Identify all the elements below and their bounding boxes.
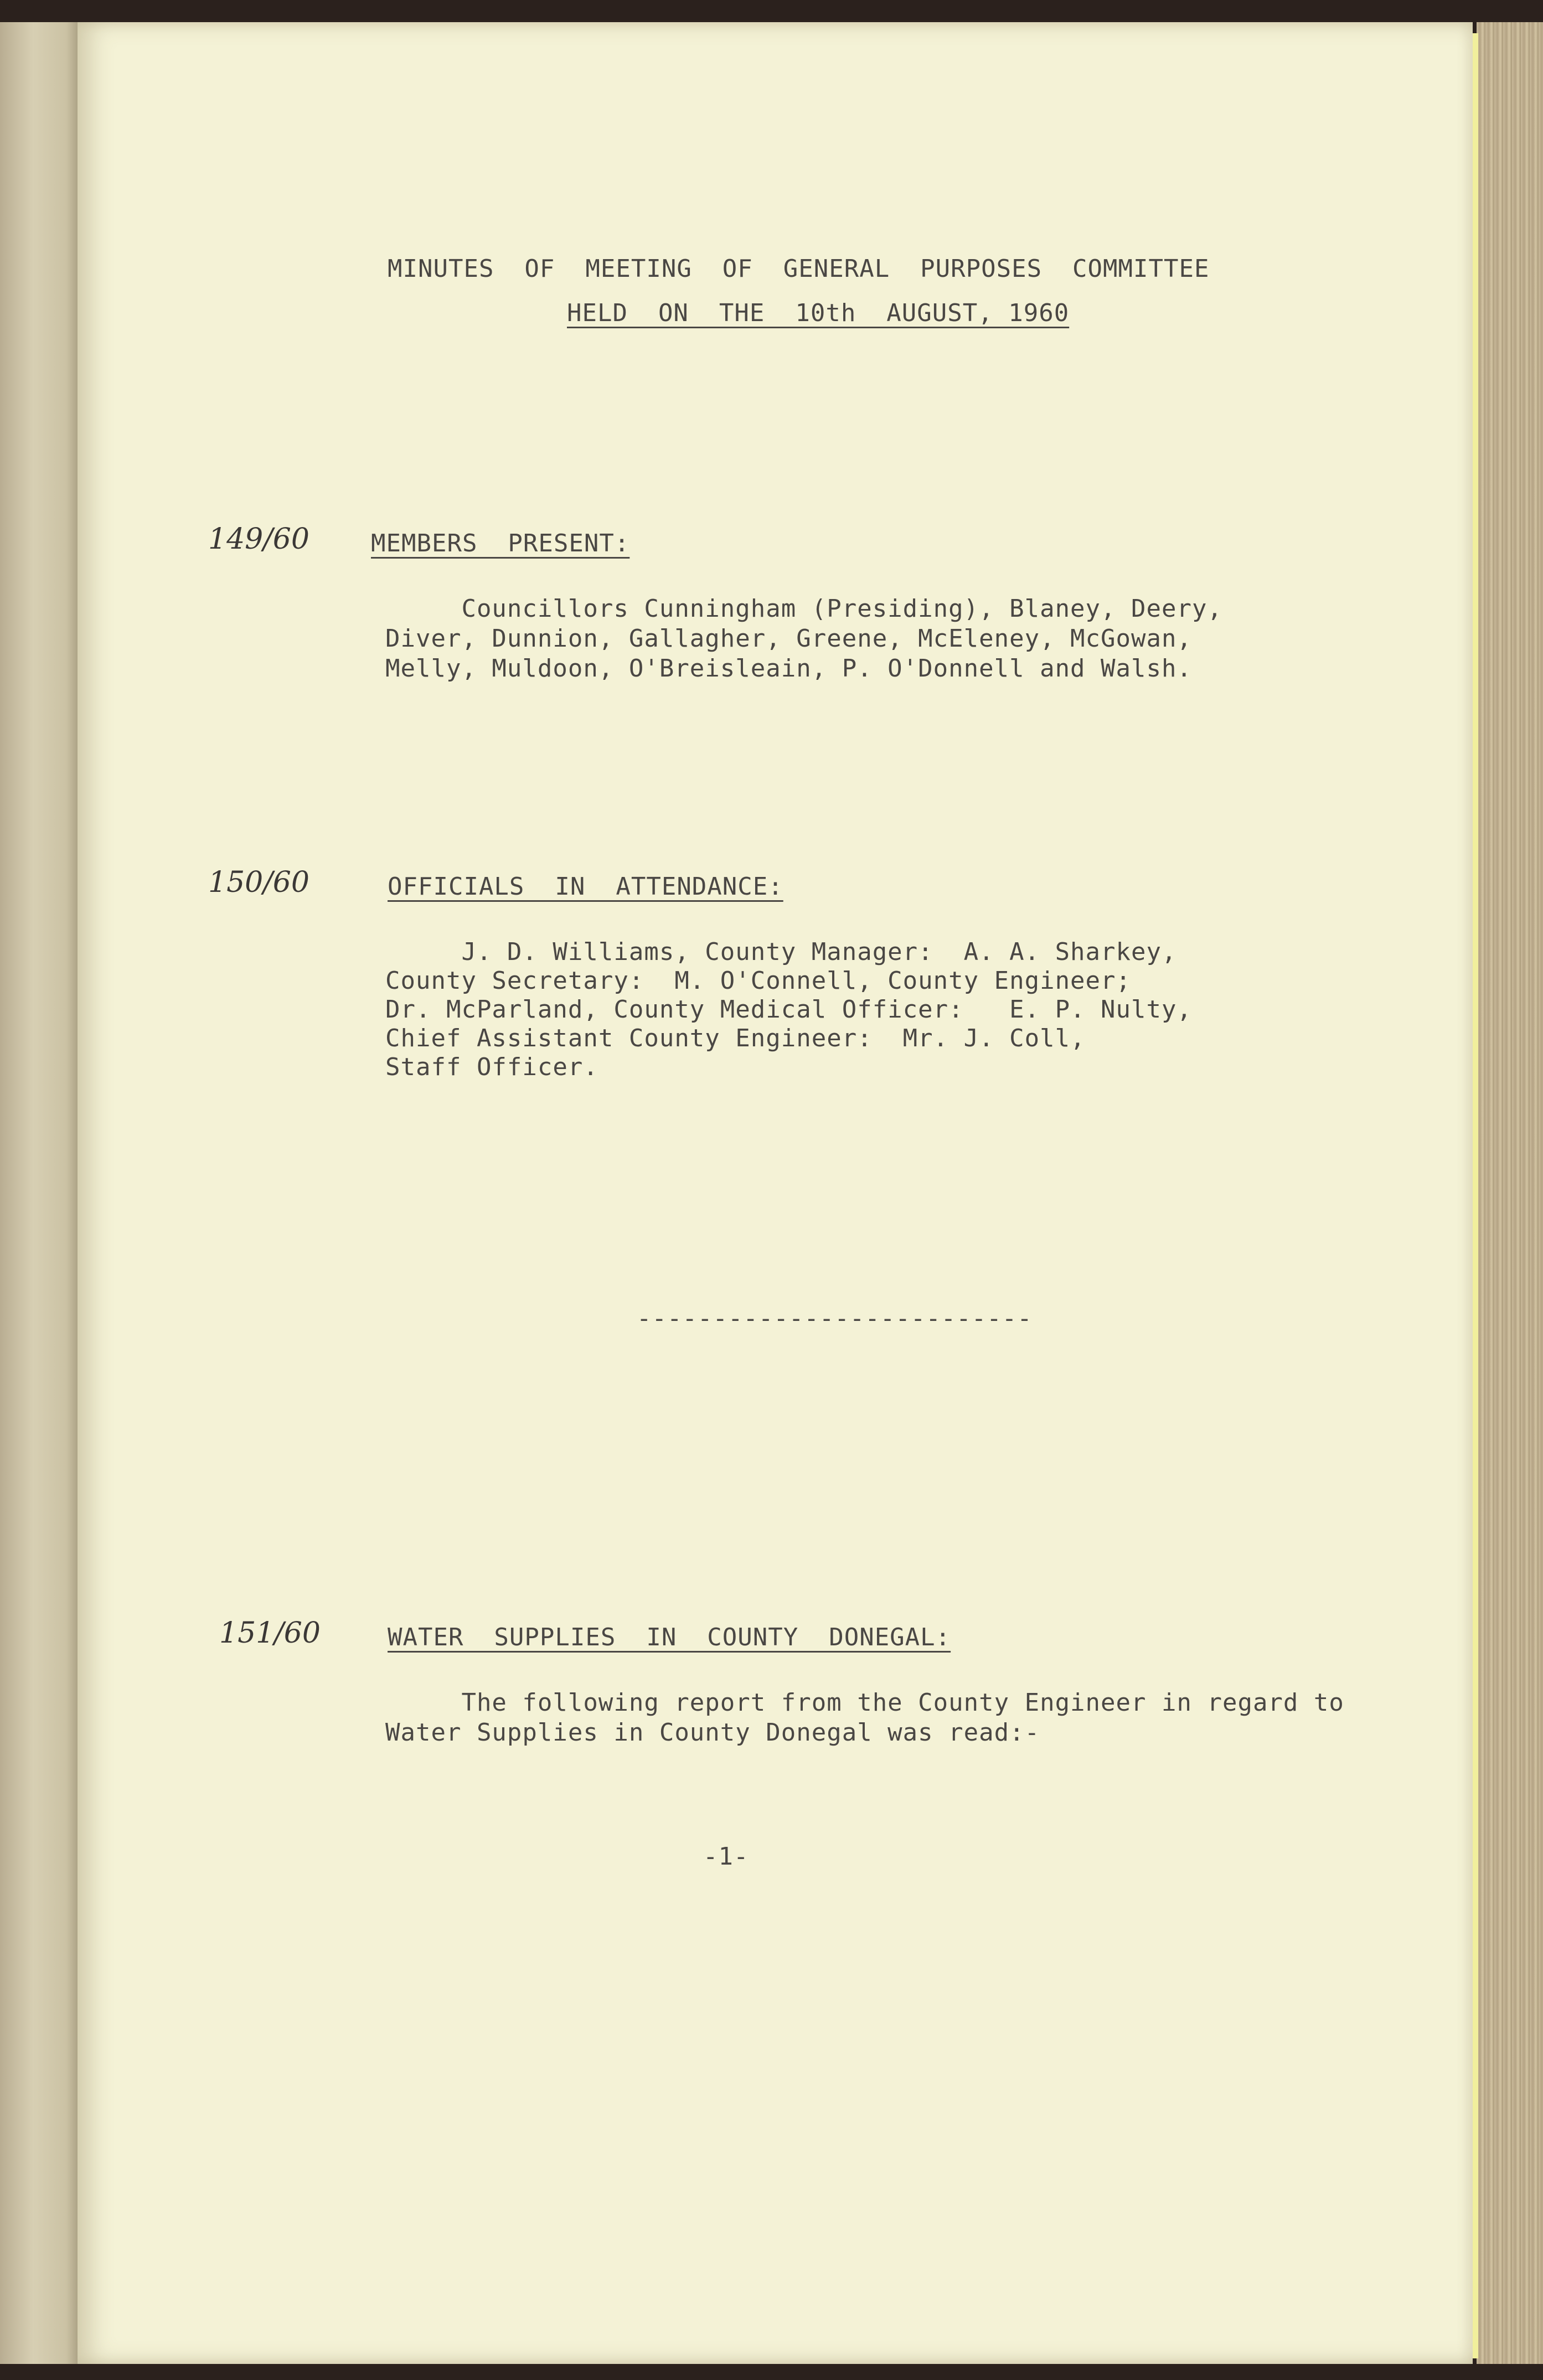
separator-line: -------------------------- <box>637 1304 1033 1333</box>
book-right-page-edges <box>1477 22 1543 2364</box>
item-number: 150/60 <box>208 866 309 899</box>
book-left-edge <box>0 22 83 2364</box>
section-heading: WATER SUPPLIES IN COUNTY DONEGAL: <box>388 1623 951 1651</box>
body-line: J. D. Williams, County Manager: A. A. Sharkey, <box>385 938 1177 966</box>
section-heading: MEMBERS PRESENT: <box>371 529 630 557</box>
body-line: Councillors Cunningham (Presiding), Blaney, Deery, <box>385 595 1222 623</box>
section-heading: OFFICIALS IN ATTENDANCE: <box>388 873 783 901</box>
item-number: 151/60 <box>219 1617 321 1650</box>
document-title-line1: MINUTES OF MEETING OF GENERAL PURPOSES COMMITTEE <box>388 255 1210 283</box>
body-line: Diver, Dunnion, Gallagher, Greene, McEleney, McGowan, <box>385 624 1192 653</box>
body-line: Melly, Muldoon, O'Breisleain, P. O'Donnell and Walsh. <box>385 654 1192 683</box>
body-line: County Secretary: M. O'Connell, County Engineer; <box>385 967 1132 995</box>
body-line: Water Supplies in County Donegal was read:- <box>385 1718 1040 1747</box>
item-number: 149/60 <box>208 523 309 556</box>
body-line: Dr. McParland, County Medical Officer: E. P. Nulty, <box>385 995 1192 1024</box>
page-number: -1- <box>703 1842 749 1871</box>
document-page <box>78 22 1473 2364</box>
body-line: Chief Assistant County Engineer: Mr. J. Coll, <box>385 1024 1086 1052</box>
body-line: The following report from the County Engineer in regard to <box>385 1689 1344 1717</box>
document-title-line2: HELD ON THE 10th AUGUST, 1960 <box>567 299 1070 327</box>
body-line: Staff Officer. <box>385 1053 598 1081</box>
